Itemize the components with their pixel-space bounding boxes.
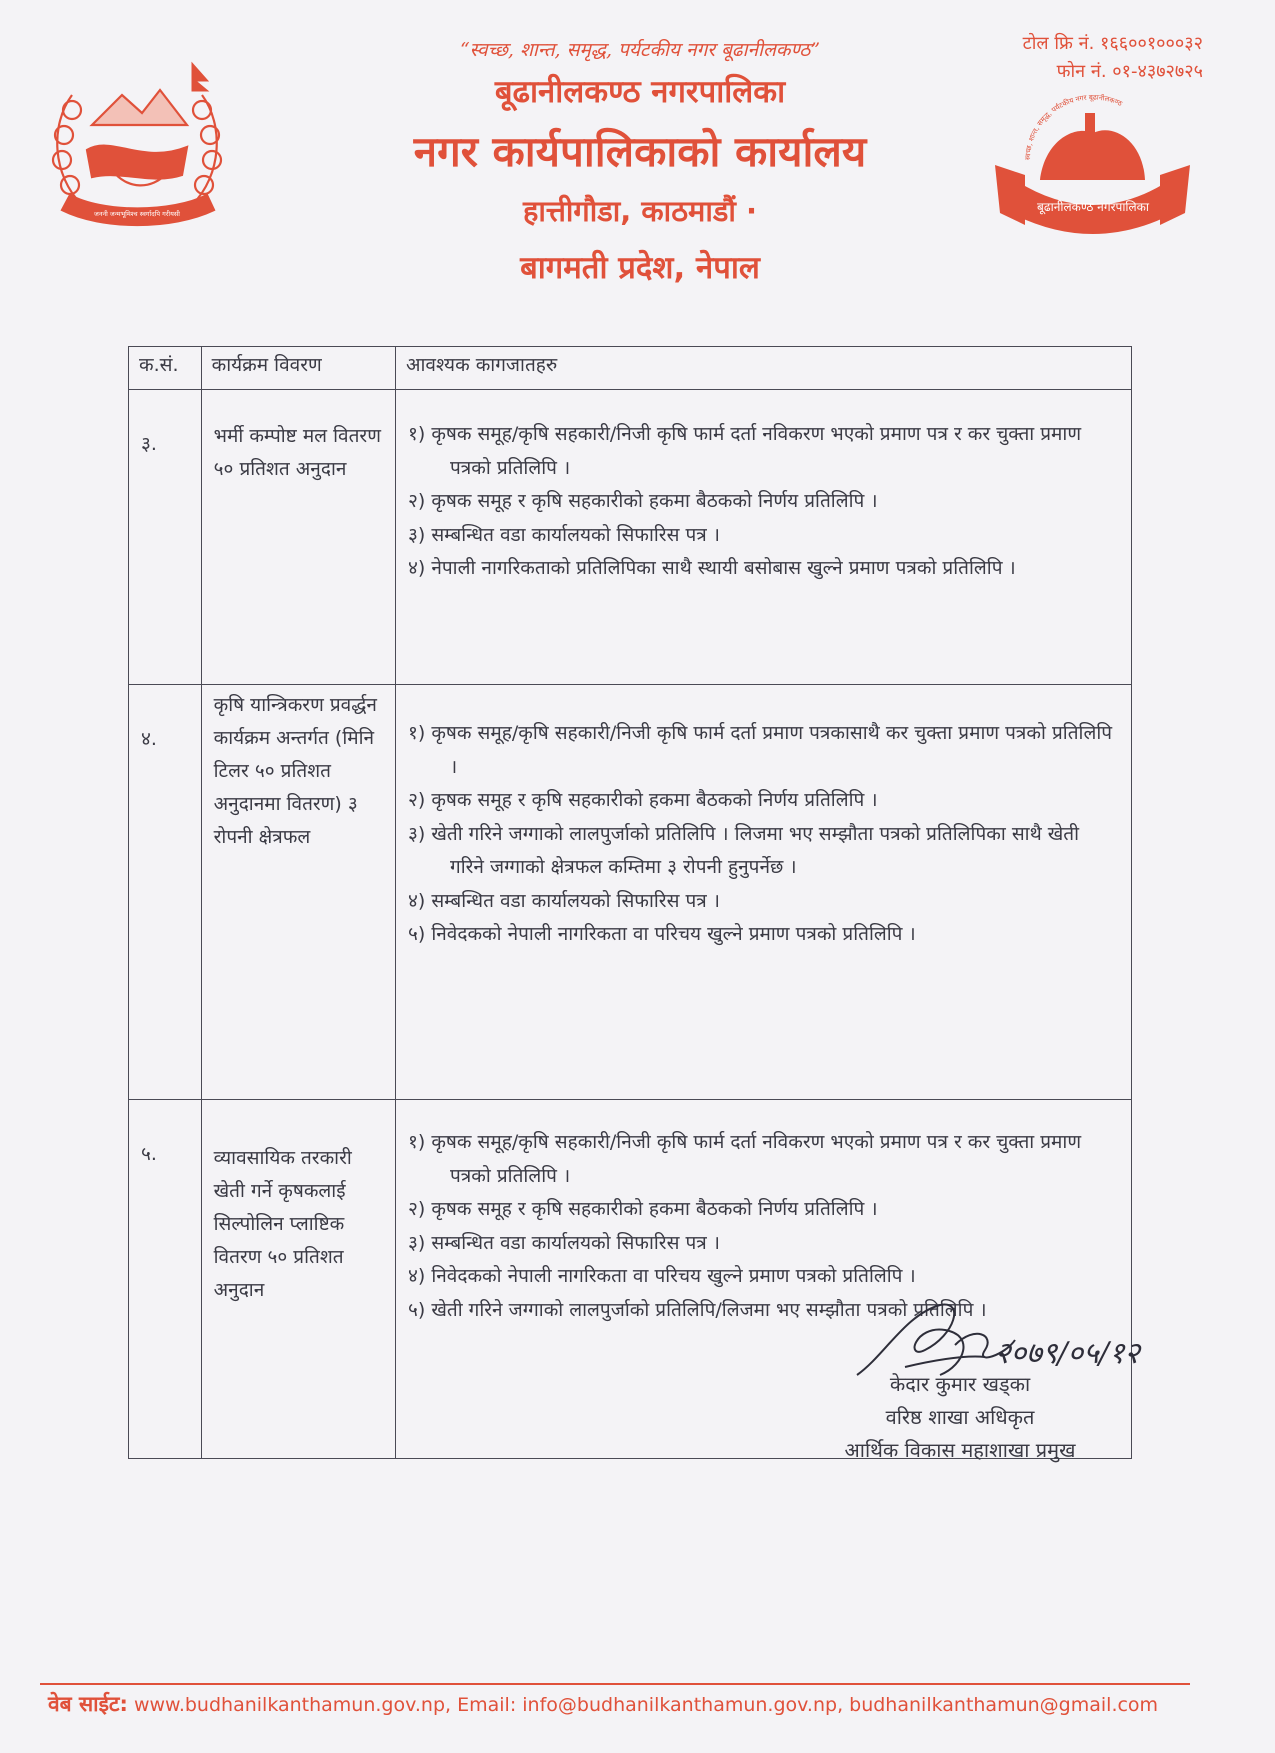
signatory-name: केदार कुमार खड्का (889, 1372, 1031, 1396)
municipality-name: बूढानीलकण्ठ नगरपालिका (494, 74, 786, 110)
tollfree-number: टोल फ्रि नं. १६६००१०००३२ (1022, 33, 1203, 54)
document-item: ३) खेती गरिने जग्गाको लालपुर्जाको प्रतिलिपि । लिजमा भए सम्झौता पत्रको प्रतिलिपिका साथै खेती गरिने जग्गाको क्षेत्रफल कम्तिमा ३ रोपनी हुनुपर्नेछ । (408, 822, 1080, 878)
footer (48, 1690, 1248, 1718)
nepal-emblem-icon (42, 55, 232, 235)
row-serial: ३. (129, 390, 202, 685)
document-item: २) कृषक समूह र कृषि सहकारीको हकमा बैठकको निर्णय प्रतिलिपि । (408, 1198, 878, 1220)
document-item: ३) सम्बन्धित वडा कार्यालयको सिफारिस पत्र । (408, 523, 720, 546)
row-serial: ४. (129, 685, 202, 1100)
slogan: “स्वच्छ, शान्त, समृद्ध, पर्यटकीय नगर बूढानीलकण्ठ” (459, 39, 821, 61)
address-line-1: हात्तीगौडा, काठमाडौं · (522, 194, 758, 228)
address-line-2: बागमती प्रदेश, नेपाल (520, 250, 760, 286)
table-header-row (129, 347, 1132, 390)
document-item: ४) नेपाली नागरिकताको प्रतिलिपिका साथै स्थायी बसोबास खुल्ने प्रमाण पत्रको प्रतिलिपि । (408, 557, 1016, 579)
document-item: ४) सम्बन्धित वडा कार्यालयको सिफारिस पत्र । (408, 889, 720, 912)
header-program: कार्यक्रम विवरण (201, 347, 395, 390)
signatory-department: आर्थिक विकास महाशाखा प्रमुख (844, 1438, 1076, 1462)
document-item: २) कृषक समूह र कृषि सहकारीको हकमा बैठकको निर्णय प्रतिलिपि । (408, 789, 878, 811)
website-label: वेब साईट: (48, 1692, 128, 1716)
signatory-title: वरिष्ठ शाखा अधिकृत (885, 1405, 1035, 1429)
document-item: ५) खेती गरिने जग्गाको लालपुर्जाको प्रतिलिपि/लिजमा भए सम्झौता पत्रको प्रतिलिपि । (408, 1298, 987, 1321)
emblem-motto: जननी जन्मभूमिश्च स्वर्गादपि गरीयसी (94, 210, 180, 218)
logo-slogan: स्वच्छ, शान्त, समृद्ध, पर्यटकीय नगर बूढानीलकण्ठ (1023, 93, 1124, 161)
requirements-table (128, 346, 1132, 1459)
office-name: नगर कार्यपालिकाको कार्यालय (413, 127, 867, 176)
signatory-block (800, 1368, 1120, 1467)
footer-divider (40, 1683, 1190, 1685)
table-row (129, 390, 1132, 685)
letterhead (250, 30, 1030, 288)
document-item: १) कृषक समूह/कृषि सहकारी/निजी कृषि फार्म दर्ता नविकरण भएको प्रमाण पत्र र कर चुक्ता प्रमाण पत्रको प्रतिलिपि । (408, 423, 1082, 479)
header-serial: क.सं. (129, 347, 202, 390)
row-program: कृषि यान्त्रिकरण प्रवर्द्धन कार्यक्रम अन्तर्गत (मिनि टिलर ५० प्रतिशत अनुदानमा वितरण) ३ रोपनी क्षेत्रफल (201, 685, 395, 1100)
phone-number: फोन नं. ०१-४३७२७२५ (1056, 61, 1203, 82)
row-serial: ५. (129, 1100, 202, 1459)
document-item: ४) निवेदकको नेपाली नागरिकता वा परिचय खुल्ने प्रमाण पत्रको प्रतिलिपि । (408, 1265, 916, 1287)
header-documents: आवश्यक कागजातहरु (396, 347, 1132, 390)
signature-date: २०७९/०५/१२ (995, 1336, 1141, 1371)
document-item: १) कृषक समूह/कृषि सहकारी/निजी कृषि फार्म दर्ता प्रमाण पत्रकासाथै कर चुक्ता प्रमाण पत्रको प्रतिलिपि । (408, 722, 1113, 778)
row-documents (396, 685, 1132, 1100)
document-item: २) कृषक समूह र कृषि सहकारीको हकमा बैठकको निर्णय प्रतिलिपि । (408, 490, 878, 512)
row-documents (396, 390, 1132, 685)
row-program: भर्मी कम्पोष्ट मल वितरण ५० प्रतिशत अनुदान (201, 390, 395, 685)
footer-contact-text: www.budhanilkanthamun.gov.np, Email: info@budhanilkanthamun.gov.np, budhanilkanthamun@gmail.com (133, 1694, 1159, 1716)
contact-info (1023, 30, 1203, 86)
table-row (129, 685, 1132, 1100)
document-item: १) कृषक समूह/कृषि सहकारी/निजी कृषि फार्म दर्ता नविकरण भएको प्रमाण पत्र र कर चुक्ता प्रमाण पत्रको प्रतिलिपि । (408, 1131, 1082, 1187)
document-item: ५) निवेदकको नेपाली नागरिकता वा परिचय खुल्ने प्रमाण पत्रको प्रतिलिपि । (408, 923, 916, 945)
document-item: ३) सम्बन्धित वडा कार्यालयको सिफारिस पत्र । (408, 1231, 720, 1254)
logo-text: बूढानीलकण्ठ नगरपालिका (1036, 200, 1150, 214)
municipality-logo-icon (985, 85, 1200, 235)
row-program: व्यावसायिक तरकारी खेती गर्ने कृषकलाई सिल्पोलिन प्लाष्टिक वितरण ५० प्रतिशत अनुदान (201, 1100, 395, 1459)
